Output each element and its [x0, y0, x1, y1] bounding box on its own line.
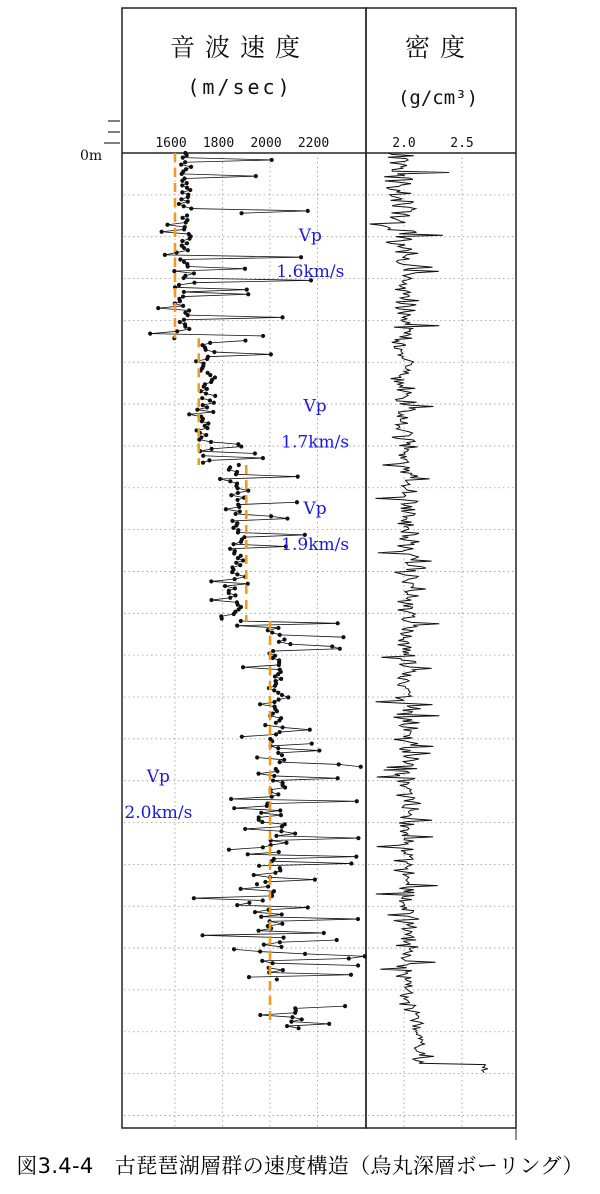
velocity-point — [183, 160, 187, 164]
velocity-link — [212, 447, 242, 449]
velocity-points — [148, 151, 367, 1030]
velocity-point — [180, 216, 184, 220]
velocity-link — [349, 956, 365, 958]
velocity-link — [200, 451, 255, 453]
velocity-point — [235, 498, 239, 502]
velocity-link — [211, 442, 238, 444]
velocity-link — [269, 972, 351, 974]
velocity-link — [249, 975, 351, 977]
velocity-link — [271, 787, 286, 789]
velocity-link — [150, 331, 177, 333]
velocity-link — [260, 704, 274, 706]
density-tick-labels — [392, 136, 473, 151]
density-unit-label: (g/cm³) — [397, 87, 479, 109]
velocity-link — [167, 222, 185, 224]
velocity-point — [276, 691, 280, 695]
velocity-link — [259, 774, 275, 776]
velocity-link — [261, 813, 281, 815]
velocity-point — [239, 211, 243, 215]
velocity-point — [237, 463, 241, 467]
velocity-point — [257, 864, 261, 868]
density-title: 密度 — [404, 33, 476, 62]
velocity-point — [201, 461, 205, 465]
velocity-link — [211, 579, 234, 581]
velocity-link — [261, 914, 281, 916]
velocity-link — [271, 843, 287, 845]
velocity-link — [283, 727, 310, 729]
velocity-link — [261, 811, 280, 813]
annotation-velocity-value: 1.7km/s — [281, 432, 350, 453]
velocity-point — [275, 977, 279, 981]
velocity-link — [280, 730, 310, 732]
velocity-link — [158, 308, 189, 310]
velocity-link — [255, 912, 282, 914]
velocity-link — [278, 748, 319, 750]
velocity-link — [271, 838, 359, 840]
velocity-point — [279, 945, 283, 949]
velocity-link — [237, 623, 337, 625]
velocity-link — [270, 877, 315, 879]
velocity-link — [162, 229, 184, 231]
velocity-link — [241, 887, 268, 889]
velocity-link — [184, 317, 283, 319]
velocity-link — [150, 334, 263, 336]
velocity-link — [241, 889, 274, 891]
velocity-link — [273, 649, 340, 651]
velocity-point — [296, 1026, 300, 1030]
velocity-link — [260, 702, 274, 704]
annotation-velocity-value: 1.6km/s — [276, 261, 345, 282]
velocity-point — [230, 570, 234, 574]
velocity-link — [237, 905, 308, 907]
velocity-link — [241, 621, 338, 623]
velocity-point — [341, 635, 345, 639]
figure-caption: 図3.4-4 古琵琶湖層群の速度構造（烏丸深層ボーリング） — [16, 1154, 584, 1178]
velocity-link — [188, 266, 245, 268]
velocity-link — [211, 581, 247, 583]
velocity-link — [179, 283, 194, 285]
velocity-point — [274, 721, 278, 725]
annotation-vp-label: Vp — [303, 396, 327, 417]
velocity-link — [264, 945, 282, 947]
velocity-link — [174, 271, 194, 273]
velocity-link — [182, 174, 256, 176]
velocity-link — [225, 584, 248, 586]
velocity-link — [175, 287, 247, 289]
velocity-link — [203, 456, 263, 458]
velocity-link — [243, 665, 279, 667]
velocity-point — [183, 325, 187, 329]
annotation-vp-label: Vp — [146, 766, 170, 787]
velocity-link — [259, 771, 278, 773]
velocity-point — [179, 197, 183, 201]
velocity-link — [183, 294, 248, 296]
velocity-point — [253, 451, 257, 455]
velocity-link — [158, 306, 183, 308]
velocity-link — [194, 898, 263, 900]
velocity-point — [228, 547, 232, 551]
density-tick-label: 2.0 — [392, 136, 416, 151]
velocity-link — [220, 477, 298, 479]
velocity-link — [184, 290, 247, 292]
velocity-link — [271, 840, 287, 842]
velocity-link — [236, 474, 298, 476]
velocity-link — [230, 546, 286, 548]
velocity-link — [211, 598, 230, 600]
velocity-tick-label: 2000 — [250, 136, 282, 151]
velocity-link — [276, 834, 295, 836]
velocity-link — [267, 801, 356, 803]
grid-lines — [124, 153, 514, 1128]
velocity-point — [281, 936, 285, 940]
velocity-link — [265, 880, 315, 882]
velocity-link — [214, 352, 270, 354]
velocity-point — [261, 334, 265, 338]
velocity-link — [262, 959, 349, 961]
velocity-point — [255, 882, 259, 886]
velocity-link — [260, 1015, 292, 1017]
velocity-title: 音波速度 — [169, 33, 311, 62]
velocity-link — [287, 1024, 329, 1026]
velocity-link — [208, 354, 271, 356]
velocity-link — [183, 158, 272, 160]
velocity-link — [243, 667, 280, 669]
velocity-link — [242, 211, 308, 213]
velocity-link — [278, 751, 319, 753]
velocity-point — [213, 394, 217, 398]
velocity-link — [185, 176, 256, 178]
velocity-link — [234, 808, 280, 810]
velocity-link — [254, 873, 276, 875]
velocity-link — [237, 626, 278, 628]
velocity-link — [197, 410, 213, 412]
velocity-link — [185, 160, 272, 162]
velocity-link — [229, 847, 263, 849]
velocity-link — [226, 509, 240, 511]
velocity-point — [208, 373, 212, 377]
velocity-link — [231, 797, 272, 799]
velocity-link — [211, 600, 236, 602]
velocity-point — [180, 183, 184, 187]
velocity-link — [269, 907, 308, 909]
velocity-link — [248, 854, 357, 856]
velocity-link — [236, 514, 272, 516]
velocity-link — [339, 764, 361, 766]
velocity-link — [260, 1013, 295, 1015]
velocity-point — [177, 202, 181, 206]
velocity-point — [359, 765, 363, 769]
velocity-point — [238, 509, 242, 513]
velocity-point — [182, 246, 186, 250]
velocity-link — [271, 744, 312, 746]
velocity-link — [180, 257, 301, 259]
velocity-link — [271, 516, 287, 518]
velocity-point — [188, 188, 192, 192]
velocity-point — [240, 735, 244, 739]
velocity-link — [260, 952, 305, 954]
velocity-link — [272, 861, 352, 863]
velocity-link — [174, 269, 245, 271]
velocity-point — [261, 898, 265, 902]
velocity-link — [280, 940, 337, 942]
velocity-point — [185, 241, 189, 245]
velocity-link — [184, 292, 248, 294]
velocity-point — [220, 617, 224, 621]
velocity-link — [234, 949, 260, 951]
velocity-link — [295, 1006, 345, 1008]
velocity-point — [180, 239, 184, 243]
velocity-link — [232, 519, 287, 521]
left-margin-marks — [104, 121, 120, 143]
density-tick-label: 2.5 — [450, 136, 474, 151]
velocity-link — [270, 919, 358, 921]
velocity-link — [245, 827, 282, 829]
velocity-tick-label: 1800 — [202, 136, 235, 151]
depth-origin-label: 0m — [80, 148, 103, 164]
annotation-vp-label: Vp — [303, 498, 327, 519]
velocity-link — [264, 942, 280, 944]
velocity-point — [280, 753, 284, 757]
velocity-link — [248, 852, 279, 854]
velocity-point — [178, 257, 182, 261]
velocity-link — [189, 412, 213, 414]
velocity-link — [234, 544, 286, 546]
velocity-point — [230, 519, 234, 523]
velocity-link — [191, 209, 307, 211]
velocity-link — [265, 725, 282, 727]
velocity-link — [291, 1022, 329, 1024]
velocity-link — [280, 635, 344, 637]
velocity-tick-labels — [155, 136, 329, 151]
annotation-velocity-value: 1.9km/s — [281, 534, 350, 555]
velocity-link — [273, 778, 338, 780]
velocity-link — [259, 931, 324, 933]
velocity-link — [194, 896, 272, 898]
velocity-link — [254, 875, 270, 877]
velocity-point — [180, 179, 184, 183]
velocity-link — [234, 806, 267, 808]
velocity-link — [305, 954, 365, 956]
velocity-link — [290, 644, 332, 646]
velocity-link — [231, 799, 357, 801]
velocity-link — [188, 315, 283, 317]
velocity-point — [232, 551, 236, 555]
velocity-point — [263, 880, 267, 884]
velocity-link — [203, 935, 284, 937]
velocity-tick-label: 1600 — [155, 136, 187, 151]
velocity-link — [280, 762, 339, 764]
velocity-link — [274, 776, 337, 778]
velocity-link — [165, 255, 301, 257]
velocity-link — [261, 917, 358, 919]
velocity-link — [273, 963, 358, 965]
velocity-link — [274, 857, 356, 859]
velocity-link — [245, 829, 281, 831]
velocity-point — [247, 975, 251, 979]
velocity-link — [167, 225, 184, 227]
velocity-unit-label: (m/sec) — [187, 75, 293, 99]
annotation-velocity-value: 2.0km/s — [124, 802, 193, 823]
velocity-link — [210, 341, 245, 343]
velocity-tick-label: 2200 — [297, 136, 330, 151]
annotation-vp-label: Vp — [298, 225, 322, 246]
velocity-point — [180, 190, 184, 194]
velocity-link — [209, 458, 263, 460]
velocity-link — [203, 933, 324, 935]
velocity-point — [227, 848, 231, 852]
velocity-point — [356, 963, 360, 967]
